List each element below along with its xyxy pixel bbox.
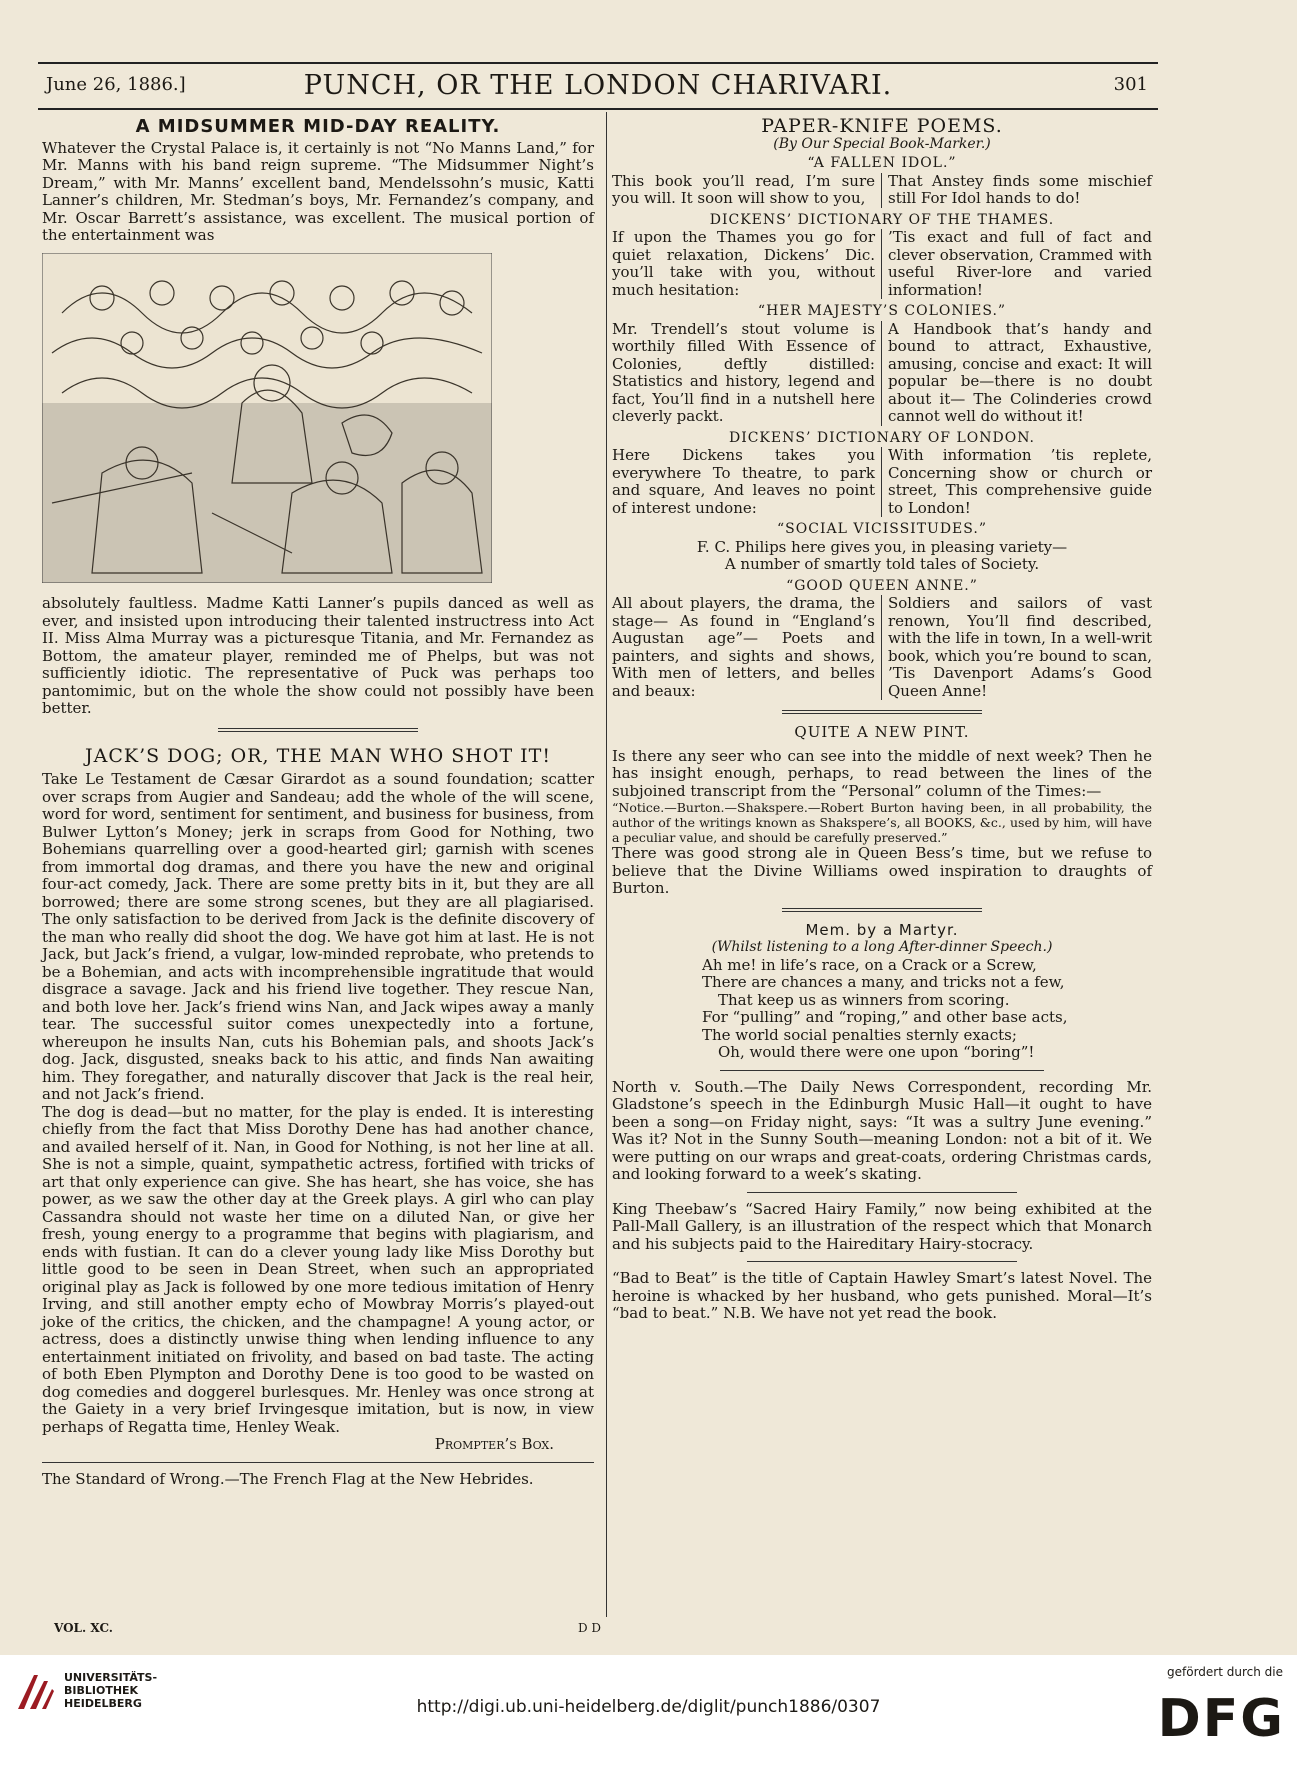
dickens-thames-poem bbox=[612, 229, 1152, 299]
paper-knife-subtitle: (By Our Special Book-Marker.) bbox=[773, 135, 991, 152]
bad-to-beat: “Bad to Beat” is the title of Captain Hawley Smart’s latest Novel. The heroine is whacked by her husband, who gets punished. Moral—It’s “bad to beat.” N.B. We have not yet read the book. bbox=[612, 1269, 1152, 1322]
mem-line: Oh, would there were one upon “boring”! bbox=[718, 1043, 1035, 1061]
pint-notice: “Notice.—Burton.—Shakspere.—Robert Burton having been, in all probability, the author of the writings known as Shakspere’s, all BOOKS, &c., used by him, will have a peculiar value, and should be carefully preserved.” bbox=[612, 800, 1152, 845]
queen-anne-title: “GOOD QUEEN ANNE.” bbox=[786, 577, 978, 594]
pint-para1: Is there any seer who can see into the middle of next week? Then he has insight enough, perhaps, to read between the lines of the subjoined transcript from the “Personal” column of the Times:— bbox=[612, 746, 1152, 800]
social-line2: A number of smartly told tales of Society. bbox=[724, 555, 1040, 573]
mem-line: The world social penalties sternly exacts; bbox=[702, 1025, 1017, 1044]
midsummer-para1: Whatever the Crystal Palace is, it certainly is not “No Manns Land,” for Mr. Manns with his band reign supreme. “The Midsummer Night’s Dream,” with Mr. Manns’ excellent band, Mendelssohn’s music, Katti Lanner’s children, Mr. Stedman’s boys, Mr. Fernandez’s company, and Mr. Oscar Barrett’s assistance, was excellent. The musical portion of the entertainment was bbox=[42, 138, 594, 244]
queen-anne-right: Soldiers and sailors of vast renown, You’ll find described, with the life in town, In a well-writ book, which you’re bound to scan, ’Tis Davenport Adams’s Good Queen Anne! bbox=[888, 594, 1152, 700]
colonies-poem bbox=[612, 321, 1152, 426]
mem-title: Mem. by a Martyr. bbox=[805, 920, 959, 939]
pint-title: QUITE A NEW PINT. bbox=[794, 723, 970, 741]
fallen-idol-poem bbox=[612, 173, 1152, 208]
divider bbox=[747, 1192, 1017, 1193]
dickens-london-title: DICKENS’ DICTIONARY OF LONDON. bbox=[728, 429, 1036, 446]
divider bbox=[747, 1261, 1017, 1262]
colonies-title: “HER MAJESTY’S COLONIES.” bbox=[757, 303, 1007, 319]
social-line1: F. C. Philips here gives you, in pleasing variety— bbox=[696, 537, 1068, 556]
digitization-bar bbox=[0, 1655, 1297, 1778]
theebaw: King Theebaw’s “Sacred Hairy Family,” now being exhibited at the Pall-Mall Gallery, is an illustration of the respect which that Monarch and his subjects paid to the Haireditary Hairy-stocracy. bbox=[612, 1199, 1152, 1253]
volume-label: VOL. XC. bbox=[54, 1621, 113, 1635]
paper-knife-title: PAPER-KNIFE POEMS. bbox=[761, 115, 1003, 137]
page-footer bbox=[38, 1619, 1158, 1643]
dickens-london-poem bbox=[612, 447, 1152, 517]
funded-by-label: gefördert durch die bbox=[1167, 1665, 1283, 1679]
jacks-dog-title: JACK’S DOG; OR, THE MAN WHO SHOT IT! bbox=[85, 744, 551, 767]
masthead-title: PUNCH, OR THE LONDON CHARIVARI. bbox=[303, 70, 893, 101]
page-number: 301 bbox=[1113, 74, 1148, 95]
divider bbox=[218, 728, 418, 732]
divider bbox=[720, 1070, 1044, 1071]
dickens-thames-title: DICKENS’ DICTIONARY OF THE THAMES. bbox=[709, 211, 1055, 228]
right-column bbox=[612, 115, 1152, 1323]
divider bbox=[42, 1462, 594, 1463]
north-south: North v. South.—The Daily News Correspondent, recording Mr. Gladstone’s speech in the Edinburgh Music Hall—it ought to have been a song—on Friday night, says: “It was a sultry June evening.” Was it? Not in the Sunny South—meaning London: not a bit of it. We were putting on our wraps and great-coats, ordering Christmas cards, and looking forward to a week’s skating. bbox=[612, 1077, 1152, 1183]
colonies-left: Mr. Trendell’s stout volume is worthily filled With Essence of Colonies, deftly distilled: Statistics and history, legend and fact, You’ll find in a nutshell here cleverly packt. bbox=[612, 321, 882, 426]
dickens-london-left: Here Dickens takes you everywhere To theatre, to park and square, And leaves no point of interest undone: bbox=[612, 447, 882, 517]
queen-anne-left: All about players, the drama, the stage— As found in “England’s Augustan age”— Poets and painters, and sights and shows, With men of letters, and belles and beaux: bbox=[612, 595, 882, 700]
dickens-thames-left: If upon the Thames you go for quiet relaxation, Dickens’ Dic. you’ll take with you, without much hesitation: bbox=[612, 229, 882, 299]
jacks-dog-signature: Prompter’s Box. bbox=[434, 1435, 554, 1453]
issue-date: June 26, 1886.] bbox=[46, 74, 186, 95]
mem-line: Ah me! in life’s race, on a Crack or a Screw, bbox=[702, 955, 1037, 974]
newspaper-page bbox=[38, 62, 1158, 1635]
source-url[interactable]: http://digi.ub.uni-heidelberg.de/diglit/punch1886/0307 bbox=[416, 1697, 881, 1717]
signature-mark: D D bbox=[578, 1621, 602, 1635]
orchestra-illustration bbox=[42, 253, 492, 583]
midsummer-para2: absolutely faultless. Madme Katti Lanner’s pupils danced as well as ever, and insisted upon introducing their talented instructress into Act II. Miss Alma Murray was a picturesque Titania, and Mr. Fernandez as Bottom, the amateur player, reminded me of Phelps, but was not sufficiently idiotic. The representative of Puck was perhaps too pantomimic, but on the whole the show could not possibly have been better. bbox=[42, 594, 594, 717]
mem-poem bbox=[702, 957, 1152, 1062]
queen-anne-poem bbox=[612, 595, 1152, 700]
divider bbox=[782, 710, 982, 714]
divider bbox=[782, 908, 982, 912]
pint-para2: There was good strong ale in Queen Bess’s time, but we refuse to believe that the Divine Williams owed inspiration to draughts of Burton. bbox=[612, 844, 1152, 897]
mem-subtitle: (Whilst listening to a long After-dinner Speech.) bbox=[711, 939, 1053, 955]
jacks-dog-para2: The dog is dead—but no matter, for the play is ended. It is interesting chiefly from the fact that Miss Dorothy Dene has had another chance, and availed herself of it. Nan, in Good for Nothing, is not her line at all. She is not a simple, quaint, sympathetic actress, fortified with tricks of art that only experience can give. She has heart, she has voice, she has power, as we saw the other day at the Greek plays. A girl who can play Cassandra should not waste her time on a diluted Nan, or give her fresh, young energy to a programme that begins with plagiarism, and ends with fustian. It can do a clever young lady like Miss Dorothy but little good to be seen in Dean Street, when such an appropriated original play as Jack is followed by one more tedious imitation of Henry Irving, and still another empty echo of Mowbray Morris’s played-out joke of the critics, the chicken, and the champagne! A young actor, or actress, does a distinctly unwise thing when lending influence to any entertainment initiated on frivolity, and based on bad taste. The acting of both Eben Plympton and Dorothy Dene is too good to be wasted on dog comedies and doggerel burlesques. Mr. Henley was once strong at the Gaiety in a very brief Irvingesque imitation, but is now, in view perhaps of Regatta time, Henley Weak. bbox=[42, 1102, 594, 1436]
fallen-idol-left: This book you’ll read, I’m sure you will. It soon will show to you, bbox=[612, 173, 882, 208]
dfg-logo: DFG bbox=[1157, 1689, 1285, 1749]
fallen-idol-title: “A FALLEN IDOL.” bbox=[807, 155, 957, 171]
social-title: “SOCIAL VICISSITUDES.” bbox=[777, 521, 987, 537]
colonies-right: A Handbook that’s handy and bound to attract, Exhaustive, amusing, concise and exact: It will popular be—there is no doubt about it— The Colinderies crowd cannot well do without it! bbox=[888, 319, 1152, 425]
standard-of-wrong: The Standard of Wrong.—The French Flag at the New Hebrides. bbox=[42, 1469, 534, 1488]
library-name: UNIVERSITÄTS- BIBLIOTHEK HEIDELBERG bbox=[64, 1671, 158, 1710]
page-header bbox=[38, 62, 1158, 110]
jacks-dog-para1: Take Le Testament de Cæsar Girardot as a sound foundation; scatter over scraps from Augier and Sandeau; add the whole of the will scene, word for word, sentiment for sentiment, and business for business, from Bulwer Lytton’s Money; jerk in scraps from Good for Nothing, two Bohemians quarrelling over a good-hearted girl; garnish with scenes from immortal dog dramas, and there you have the new and original four-act comedy, Jack. There are some pretty bits in it, but they are all borrowed; there are some strong scenes, but they are all plagiarised. The only satisfaction to be derived from Jack is the definite discovery of the man who really did shoot the dog. We have got him at last. He is not Jack, but Jack’s friend, a vulgar, low-minded reprobate, who pretends to be a Bohemian, and acts with incomprehensible ingratitude that would disgrace a savage. Jack and his friend live together. They rescue Nan, and both love her. Jack’s friend wins Nan, and Jack wipes away a manly tear. The successful suitor comes unexpectedly into a fortune, whereupon he insults Nan, cuts his Bohemian pals, and shoots Jack’s dog. Jack, disgusted, sneaks back to his attic, and finds Nan awaiting him. They foregather, and naturally discover that Jack is the real heir, and not Jack’s friend. bbox=[42, 770, 594, 1103]
mem-line: That keep us as winners from scoring. bbox=[718, 990, 1010, 1009]
column-divider bbox=[606, 112, 607, 1617]
mem-line: For “pulling” and “roping,” and other base acts, bbox=[702, 1008, 1068, 1026]
dickens-thames-right: ’Tis exact and full of fact and clever observation, Crammed with useful River-lore and varied information! bbox=[888, 228, 1152, 299]
left-column bbox=[42, 118, 594, 1488]
fallen-idol-right: That Anstey finds some mischief still For Idol hands to do! bbox=[888, 171, 1152, 207]
dickens-london-right: With information ’tis replete, Concerning show or church or street, This comprehensive guide to London! bbox=[888, 446, 1152, 517]
mem-line: There are chances a many, and tricks not a few, bbox=[702, 973, 1065, 991]
midsummer-title: A MIDSUMMER MID-DAY REALITY. bbox=[135, 116, 501, 137]
